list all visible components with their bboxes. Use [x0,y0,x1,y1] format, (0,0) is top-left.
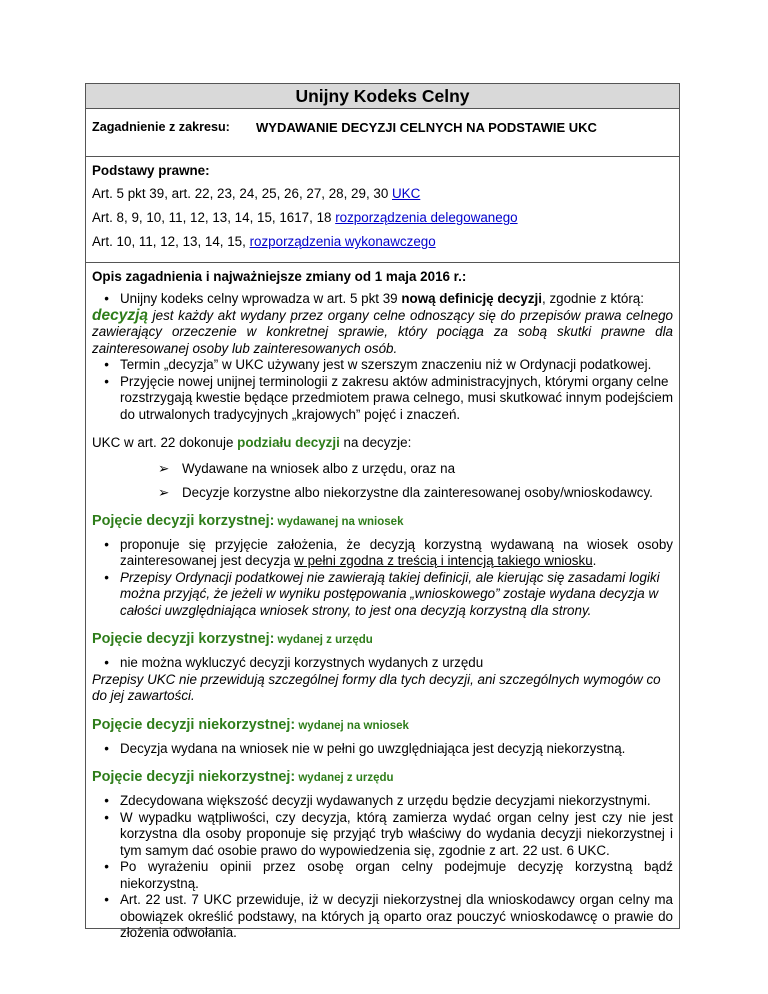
list-item [92,859,673,892]
document [85,83,680,940]
list-item [92,537,673,570]
section-title: Pojęcie decyzji niekorzystnej: [92,716,296,733]
section-heading [92,631,673,647]
page-title: Unijny Kodeks Celny [86,84,679,109]
bullet-icon: • [104,373,109,389]
list-item [92,793,673,810]
highlight-text: podziału decyzji [237,435,340,450]
list-item [92,570,673,620]
division-intro [92,435,673,452]
text: Art. 22 ust. 7 UKC przewiduje, iż w decyzji niekorzystnej dla wnioskodawcy organ celny ma obowiązek określić podstawy, na których ją oparto oraz pouczyć wnioskodawcę o prawie do złożenia odwołania. [120,892,673,940]
definition-text: jest każdy akt wydany przez organy celne odnoszący się do przepisów prawa celnego zawierający orzeczenie w konkretnej sprawie, który pociąga za sobą skutki prawne dla zainteresowanej osoby lub zainteresowanych osób. [92,307,673,356]
list-item [92,357,673,374]
section-title: Pojęcie decyzji korzystnej: [92,631,275,647]
bullet-icon: • [104,859,109,874]
text: Zdecydowana większość decyzji wydawanych z urzędu będzie decyzjami niekorzystnymi. [120,793,651,808]
arrow-bullet-icon: ➢ [158,484,170,500]
section-title: Pojęcie decyzji korzystnej: [92,512,275,529]
bullet-icon: • [104,357,109,372]
section-subtitle: wydanej z urzędu [295,772,394,784]
list-item [158,484,673,501]
bold-text: nową definicję decyzji [401,291,542,306]
legal-line-delegated [92,210,673,225]
legal-line-text: Art. 10, 11, 12, 13, 14, 15, [92,234,250,249]
underlined-text: w pełni zgodna z treścią i intencją takiego wniosku [294,553,593,568]
section-heading [92,717,673,733]
text: Przepisy Ordynacji podatkowej nie zawierają takiej definicji, ale kierując się zasadami logiki można przyjąć, że jeżeli w wyniku postępowania „wnioskowego” zostaje wydana decyzja w całości uwzględniająca wniosek strony, to jest ona decyzją korzystną dla strony. [120,569,660,618]
text: , zgodnie z którą: [542,291,644,306]
section-heading [92,769,673,785]
topic-value: WYDAWANIE DECYZJI CELNYCH NA PODSTAWIE UKC [256,120,597,135]
bullet-icon: • [104,740,109,756]
text: . [592,553,597,568]
topic-row [86,109,679,156]
legal-line-text: Art. 8, 9, 10, 11, 12, 13, 14, 15, 1617, 18 [92,210,336,225]
list-item [92,655,673,672]
text: Termin „decyzja” w UKC używany jest w szerszym znaczeniu niż w Ordynacji podatkowej. [120,357,652,372]
section-title: Pojęcie decyzji niekorzystnej: [92,769,296,785]
legal-line-implementing [92,234,673,249]
text: na decyzje: [339,435,412,450]
text: Wydawane na wniosek albo z urzędu, oraz na [182,460,456,476]
text: nie można wykluczyć decyzji korzystnych wydanych z urzędu [120,655,484,670]
text: Decyzja wydana na wniosek nie w pełni go uwzględniająca jest decyzją niekorzystną. [120,740,626,756]
bullet-icon: • [104,536,109,552]
list-item [158,460,673,477]
legal-heading: Podstawy prawne: [92,163,210,178]
list-item [92,892,673,942]
text: Unijny kodeks celny wprowadza w art. 5 pkt 39 [120,291,402,306]
list-item [92,291,673,308]
text: Po wyrażeniu opinii przez osobę organ celny podejmuje decyzję korzystną bądź niekorzystną. [120,859,673,891]
text: Decyzje korzystne albo niekorzystne dla zainteresowanej osoby/wnioskodawcy. [182,484,653,500]
section-heading [92,513,673,529]
note-text: Przepisy UKC nie przewidują szczególnej formy dla tych decyzji, ani szczególnych wymogów co do jej zawartości. [92,671,661,703]
list-item [92,810,673,860]
bullet-icon: • [104,569,109,585]
bullet-icon: • [104,291,109,306]
text: Przyjęcie nowej unijnej terminologii z zakresu aktów administracyjnych, którymi organy celne rozstrzygają kwestie będące przedmiotem prawa celnego, musi skutkować innym podejściem do utrwalonych tradycyjnych „krajowych” pojęć i znaczeń. [120,373,673,422]
legal-line-ukc [92,186,673,201]
section-subtitle: wydanej z urzędu [274,634,373,646]
arrow-bullet-icon: ➢ [158,460,170,476]
implementing-regulation-link[interactable]: rozporządzenia wykonawczego [249,234,436,249]
bullet-icon: • [104,892,109,907]
description-box [85,263,680,940]
bullet-icon: • [104,655,109,670]
delegated-regulation-link[interactable]: rozporządzenia delegowanego [335,210,518,225]
section-subtitle: wydawanej na wniosek [274,515,404,528]
list-item [92,374,673,424]
description-heading: Opis zagadnienia i najważniejsze zmiany od 1 maja 2016 r.: [92,269,467,284]
legal-basis-box [85,157,680,263]
section-subtitle: wydanej na wniosek [295,719,409,732]
decision-definition [92,308,673,358]
text: UKC w art. 22 dokonuje [92,435,238,450]
legal-line-text: Art. 5 pkt 39, art. 22, 23, 24, 25, 26, 27, 28, 29, 30 [92,186,393,201]
topic-label: Zagadnienie z zakresu: [92,120,230,134]
list-item [92,741,673,758]
text: proponuje się przyjęcie założenia, że decyzją korzystną wydawaną na wiosek osoby zainteresowanej jest decyzja [120,536,673,568]
definition-term: decyzją [92,306,149,324]
ukc-link[interactable]: UKC [392,186,421,201]
text: W wypadku wątpliwości, czy decyzja, którą zamierza wydać organ celny jest czy nie jest korzystna dla osoby proponuje się przyjąć tryb właściwy do wydania decyzji niekorzystnej i tym samym dać osobie prawo do wypowiedzenia się, zgodnie z art. 22 ust. 6 UKC. [120,809,673,858]
bullet-icon: • [104,809,109,825]
header-box [85,83,680,157]
bullet-icon: • [104,793,109,808]
